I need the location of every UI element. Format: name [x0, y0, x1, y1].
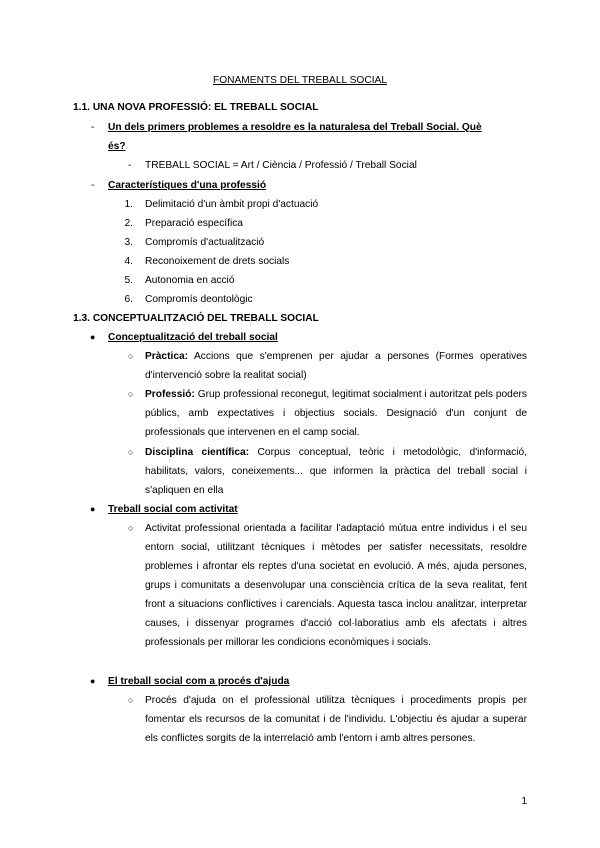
- question-line-1: Un dels primers problemes a resoldre es la naturalesa del Treball Social. Què: [108, 122, 482, 133]
- practica-item: [145, 347, 527, 385]
- disciplina-text: Corpus conceptual, teòric i metodològic, d'informació, habilitats, valors, coneixements... que informen la pràctica del treball social i s'apliquen en ella: [145, 447, 527, 496]
- circle-bullet: ○: [128, 351, 134, 361]
- circle-bullet: ○: [128, 695, 134, 705]
- process-heading: El treball social com a procés d'ajuda: [108, 676, 290, 687]
- practica-text: Accions que s'emprenen per ajudar a persones (Formes operatives d'intervenció sobre la realitat social): [145, 351, 527, 381]
- formula-line: TREBALL SOCIAL = Art / Ciència / Professió / Treball Social: [145, 160, 417, 171]
- bullet-dot: ●: [90, 676, 96, 686]
- process-text: Procés d'ajuda on el professional utilitza tècniques i procediments propis per fomentar els recursos de la comunitat i de l'individu. L'objectiu és ajudar a superar els conflictes sorgits de la interrelació amb l'entorn i amb altres persones.: [145, 695, 527, 744]
- circle-bullet: ○: [128, 447, 134, 457]
- document-page: FONAMENTS DEL TREBALL SOCIAL 1.1. UNA NOVA PROFESSIÓ: EL TREBALL SOCIAL - Un dels primers problemes a resoldre es la naturalesa del Treball Social. Què és? - TREBALL SOCIAL = Art / Ciència / Professió / Treball Social - Característiques d'una professió 1. Delimitació d'un àmbit propi d'actuació 2. Preparació específica 3. Compromís d'actualització 4. Reconoixement de drets socials 5. Autonomia en acció 6. Compromís deontològic 1.3. CONCEPTUALITZACIÓ DEL TREBALL SOCIAL ● Conceptualització del treball social ○ Pràctica: Accions que s'emprenen per ajudar a persones (Formes operatives d'intervenció sobre la realitat social) ○ Professió: Grup professional reconegut, legitimat socialment i autoritzat pels poders públics, amb expectatives i objectius socials. Designació d'un conjunt de professionals que intervenen en el camp social. ○ Disciplina científica: Corpus conceptual, teòric i metodològic, d'informació, habilitats, valors, coneixements... que informen la pràctica del treball social i s'apliquen en ella ● Treball social com activitat ○ Activitat professional orientada a facilitar l'adaptació mútua entre individus i el seu entorn social, utilitzant tècniques i mètodes per satisfer necessitats, resoldre problemes i afrontar els reptes d'una societat en evolució. A més, ajuda persones, grups i comunitats a desenvolupar una consciència crítica de la seva realitat, fent front a situacions conflictives i carencials. Aquesta tasca inclou analitzar, interpretar causes, i dissenyar programes d'acció col·laboratius amb els afectats i altres professionals per millorar les condicions econòmiques i socials. ● El treball social com a procés d'ajuda ○ Procés d'ajuda on el professional utilitza tècniques i procediments propis per fomentar els recursos de la comunitat i de l'individu. L'objectiu és ajudar a superar els conflictes sorgits de la interrelació amb l'entorn i amb altres persones. 1: [0, 0, 600, 848]
- conceptualization-heading: Conceptualització del treball social: [108, 332, 278, 343]
- disciplina-item: [145, 443, 527, 500]
- characteristics-heading: Característiques d'una professió: [108, 180, 267, 191]
- bullet-dot: ●: [90, 332, 96, 342]
- dash-marker: -: [128, 160, 132, 171]
- activity-heading: Treball social com activitat: [108, 504, 238, 515]
- professio-label: Professió:: [145, 389, 195, 400]
- question-line-2: és?: [108, 141, 126, 152]
- dash-marker: -: [91, 122, 95, 133]
- professio-text: Grup professional reconegut, legitimat socialment i autoritzat pels poders públics, amb expectatives i objectius socials. Designació d'un conjunt de professionals que intervenen en el camp social.: [145, 389, 527, 438]
- document-title: FONAMENTS DEL TREBALL SOCIAL: [213, 75, 387, 86]
- disciplina-label: Disciplina científica:: [145, 447, 250, 458]
- section-heading-1-1: 1.1. UNA NOVA PROFESSIÓ: EL TREBALL SOCIAL: [73, 102, 319, 113]
- section-heading-1-3: 1.3. CONCEPTUALITZACIÓ DEL TREBALL SOCIAL: [73, 313, 319, 324]
- professio-item: [145, 385, 527, 442]
- practica-label: Pràctica:: [145, 351, 189, 362]
- dash-marker: -: [91, 180, 95, 191]
- circle-bullet: ○: [128, 389, 134, 399]
- circle-bullet: ○: [128, 523, 134, 533]
- bullet-dot: ●: [90, 504, 96, 514]
- page-number: 1: [521, 796, 527, 807]
- activity-text: Activitat professional orientada a facilitar l'adaptació mútua entre individus i el seu entorn social, utilitzant tècniques i mètodes per satisfer necessitats, resoldre problemes i afrontar els reptes d'una societat en evolució. A més, ajuda persones, grups i comunitats a desenvolupar una consciència crítica de la seva realitat, fent front a situacions conflictives i carencials. Aquesta tasca inclou analitzar, interpretar causes, i dissenyar programes d'acció col·laboratius amb els afectats i altres professionals per millorar les condicions econòmiques i socials.: [145, 523, 527, 648]
